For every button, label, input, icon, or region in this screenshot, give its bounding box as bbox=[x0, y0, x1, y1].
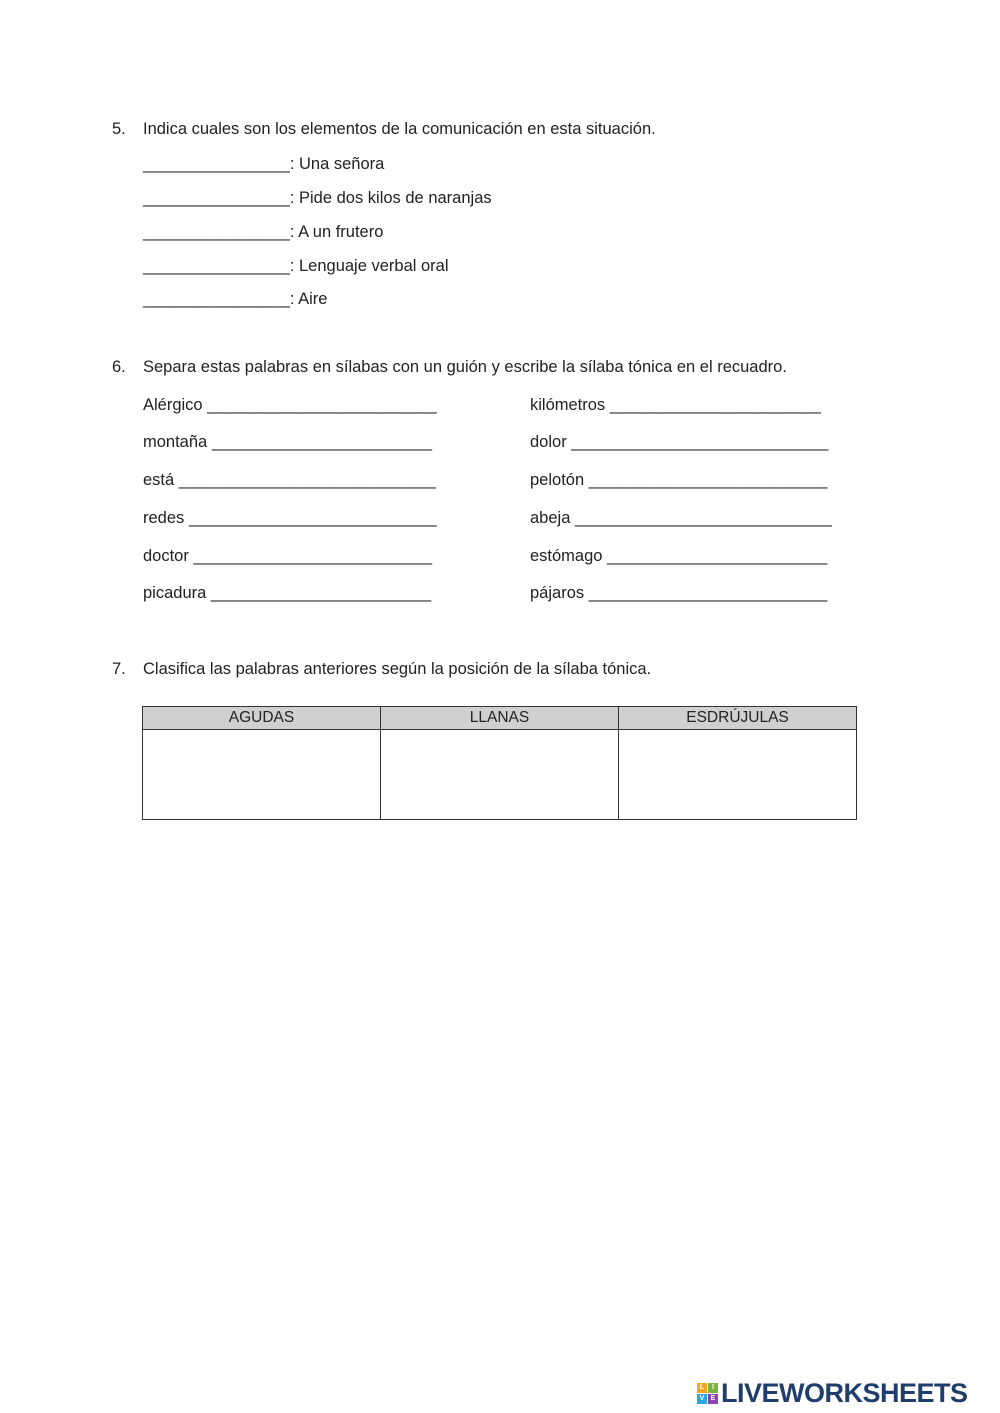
answer-line[interactable]: _________________________ bbox=[207, 396, 437, 414]
q5-row bbox=[143, 223, 383, 242]
q5-row bbox=[143, 155, 384, 174]
word: dolor bbox=[530, 433, 567, 451]
word: montaña bbox=[143, 433, 208, 451]
answer-line[interactable]: ________________________ bbox=[211, 433, 433, 451]
llanas-answer-cell[interactable] bbox=[381, 730, 619, 820]
answer-line[interactable]: ___________________________ bbox=[188, 509, 437, 527]
classification-table bbox=[142, 706, 857, 820]
syllable-item bbox=[530, 471, 827, 490]
logo-mark-icon: L I V E bbox=[697, 1383, 718, 1404]
syllable-item bbox=[143, 396, 437, 415]
q5-row bbox=[143, 189, 492, 208]
logo-text: LIVEWORKSHEETS bbox=[721, 1377, 968, 1408]
answer-line[interactable]: __________________________ bbox=[588, 584, 828, 602]
word: doctor bbox=[143, 547, 189, 565]
row-label: : Lenguaje verbal oral bbox=[289, 257, 449, 275]
answer-blank[interactable]: ________________ bbox=[143, 290, 290, 308]
syllable-item bbox=[530, 396, 821, 415]
word: redes bbox=[143, 509, 185, 527]
row-label: : A un frutero bbox=[289, 223, 384, 241]
word: estómago bbox=[530, 547, 603, 565]
word: picadura bbox=[143, 584, 207, 602]
word: abeja bbox=[530, 509, 571, 527]
column-header-llanas: LLANAS bbox=[381, 707, 619, 730]
answer-line[interactable]: ____________________________ bbox=[574, 509, 832, 527]
liveworksheets-logo bbox=[697, 1378, 968, 1408]
syllable-item bbox=[530, 509, 832, 528]
column-header-agudas: AGUDAS bbox=[143, 707, 381, 730]
question-7-number: 7. bbox=[112, 660, 126, 678]
row-label: : Una señora bbox=[289, 155, 385, 173]
question-7-text: Clasifica las palabras anteriores según la posición de la sílaba tónica. bbox=[143, 660, 652, 678]
word: kilómetros bbox=[530, 396, 606, 414]
esdrujulas-answer-cell[interactable] bbox=[619, 730, 857, 820]
syllable-item bbox=[530, 433, 828, 452]
syllable-item bbox=[143, 433, 432, 452]
row-label: : Aire bbox=[289, 290, 328, 308]
answer-blank[interactable]: ________________ bbox=[143, 257, 290, 275]
answer-blank[interactable]: ________________ bbox=[143, 155, 290, 173]
word: está bbox=[143, 471, 175, 489]
word: Alérgico bbox=[143, 396, 203, 414]
syllable-item bbox=[530, 584, 827, 603]
word: pájaros bbox=[530, 584, 585, 602]
answer-line[interactable]: ________________________ bbox=[210, 584, 432, 602]
syllable-item bbox=[143, 547, 432, 566]
column-header-esdrujulas: ESDRÚJULAS bbox=[619, 707, 857, 730]
word: pelotón bbox=[530, 471, 585, 489]
q5-row bbox=[143, 257, 449, 276]
answer-blank[interactable]: ________________ bbox=[143, 223, 290, 241]
answer-line[interactable]: _______________________ bbox=[609, 396, 821, 414]
question-5-number: 5. bbox=[112, 120, 126, 138]
question-6-text: Separa estas palabras en sílabas con un guión y escribe la sílaba tónica en el recuadro. bbox=[143, 358, 787, 376]
agudas-answer-cell[interactable] bbox=[143, 730, 381, 820]
syllable-item bbox=[530, 547, 827, 566]
syllable-item bbox=[143, 471, 436, 490]
question-5-text: Indica cuales son los elementos de la comunicación en esta situación. bbox=[143, 120, 656, 138]
syllable-item bbox=[143, 509, 437, 528]
answer-blank[interactable]: ________________ bbox=[143, 189, 290, 207]
q5-row bbox=[143, 290, 327, 309]
answer-line[interactable]: ____________________________ bbox=[178, 471, 436, 489]
syllable-item bbox=[143, 584, 431, 603]
answer-line[interactable]: ____________________________ bbox=[571, 433, 829, 451]
question-6-number: 6. bbox=[112, 358, 126, 376]
row-label: : Pide dos kilos de naranjas bbox=[289, 189, 492, 207]
answer-line[interactable]: ________________________ bbox=[607, 547, 828, 565]
answer-line[interactable]: __________________________ bbox=[588, 471, 828, 489]
answer-line[interactable]: __________________________ bbox=[193, 547, 433, 565]
